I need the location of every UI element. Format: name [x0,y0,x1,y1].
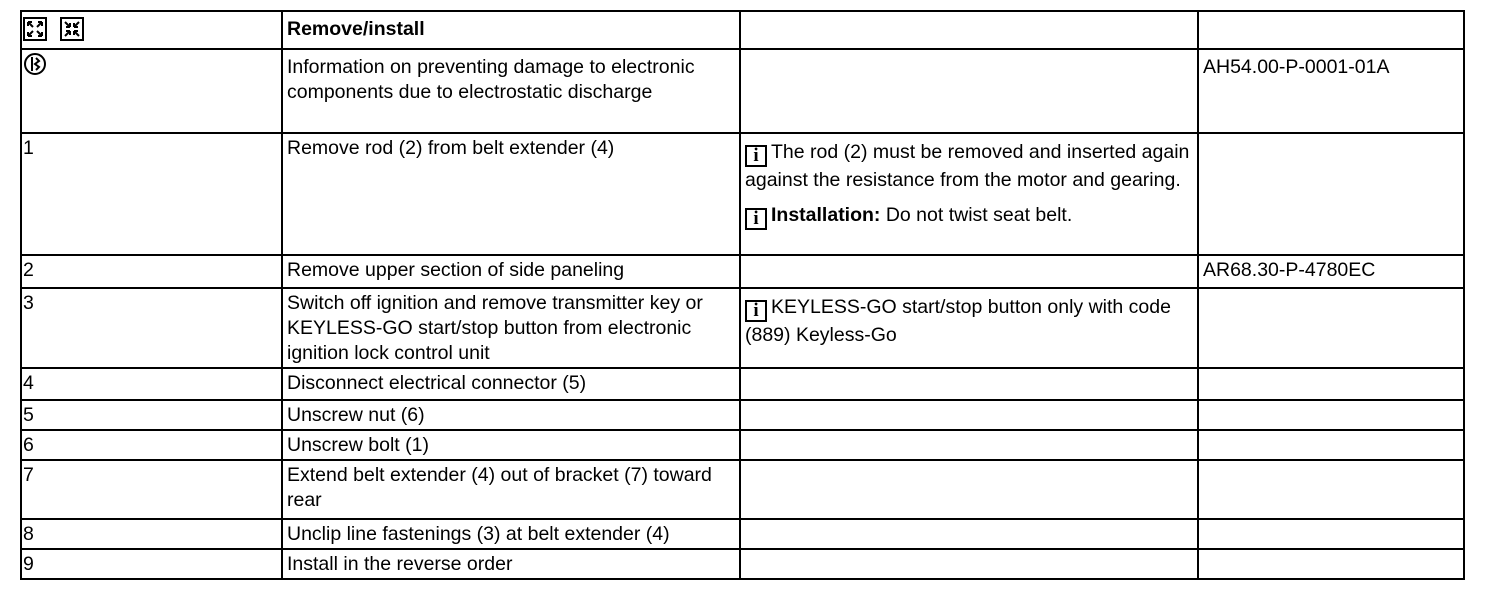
step-number: 9 [21,549,282,579]
step-notes [740,519,1198,549]
step-number: 7 [21,460,282,519]
step-number: 8 [21,519,282,549]
step-action: Remove rod (2) from belt extender (4) [282,133,740,255]
table-row [21,255,1464,288]
esd-row [21,49,1464,133]
info-icon: i [745,145,767,167]
step-action: Unscrew nut (6) [282,400,740,430]
table-row [21,430,1464,460]
esd-icon-cell [21,49,282,133]
step-notes [740,400,1198,430]
step-number: 5 [21,400,282,430]
step-ref [1198,133,1464,255]
table-row [21,368,1464,400]
header-title: Remove/install [282,11,740,49]
step-notes [740,133,1198,255]
step-ref-link[interactable]: AR68.30-P-4780EC [1198,255,1464,288]
header-ref-cell [1198,11,1464,49]
step-action: Switch off ignition and remove transmitter key or KEYLESS-GO start/stop button from electronic ignition lock control unit [282,288,740,368]
step-notes [740,255,1198,288]
table-row [21,549,1464,579]
step-ref [1198,549,1464,579]
step-ref [1198,368,1464,400]
header-icons-cell [21,11,282,49]
note-text: The rod (2) must be removed and inserted again against the resistance from the motor and gearing. [745,141,1190,191]
step-number: 4 [21,368,282,400]
esd-warning-icon [23,52,47,76]
step-number: 6 [21,430,282,460]
step-notes [740,288,1198,368]
step-notes [740,368,1198,400]
note-text: KEYLESS-GO start/stop button only with code (889) Keyless-Go [745,296,1171,346]
table-row [21,400,1464,430]
info-note [745,139,1193,194]
step-notes [740,549,1198,579]
step-ref [1198,288,1464,368]
step-notes [740,430,1198,460]
esd-text: Information on preventing damage to electronic components due to electrostatic discharge [282,49,740,133]
step-action: Unclip line fastenings (3) at belt extender (4) [282,519,740,549]
note-text: Do not twist seat belt. [880,204,1073,226]
header-notes-cell [740,11,1198,49]
info-icon: i [745,300,767,322]
info-note [745,202,1193,230]
esd-ref-link[interactable]: AH54.00-P-0001-01A [1198,49,1464,133]
step-ref [1198,400,1464,430]
step-action: Disconnect electrical connector (5) [282,368,740,400]
step-notes [740,460,1198,519]
step-action: Unscrew bolt (1) [282,430,740,460]
step-number: 1 [21,133,282,255]
info-icon: i [745,208,767,230]
step-action: Install in the reverse order [282,549,740,579]
info-note [745,294,1193,349]
esd-notes-cell [740,49,1198,133]
table-row [21,133,1464,255]
step-action: Remove upper section of side paneling [282,255,740,288]
table-row [21,460,1464,519]
table-row [21,519,1464,549]
step-ref [1198,460,1464,519]
collapse-view-icon[interactable] [60,17,84,41]
step-number: 3 [21,288,282,368]
expand-view-icon[interactable] [23,17,47,41]
note-label: Installation: [771,204,881,226]
procedure-table [20,10,1465,580]
step-ref [1198,430,1464,460]
step-number: 2 [21,255,282,288]
step-ref [1198,519,1464,549]
table-header-row [21,11,1464,49]
step-action: Extend belt extender (4) out of bracket (7) toward rear [282,460,740,519]
table-row [21,288,1464,368]
